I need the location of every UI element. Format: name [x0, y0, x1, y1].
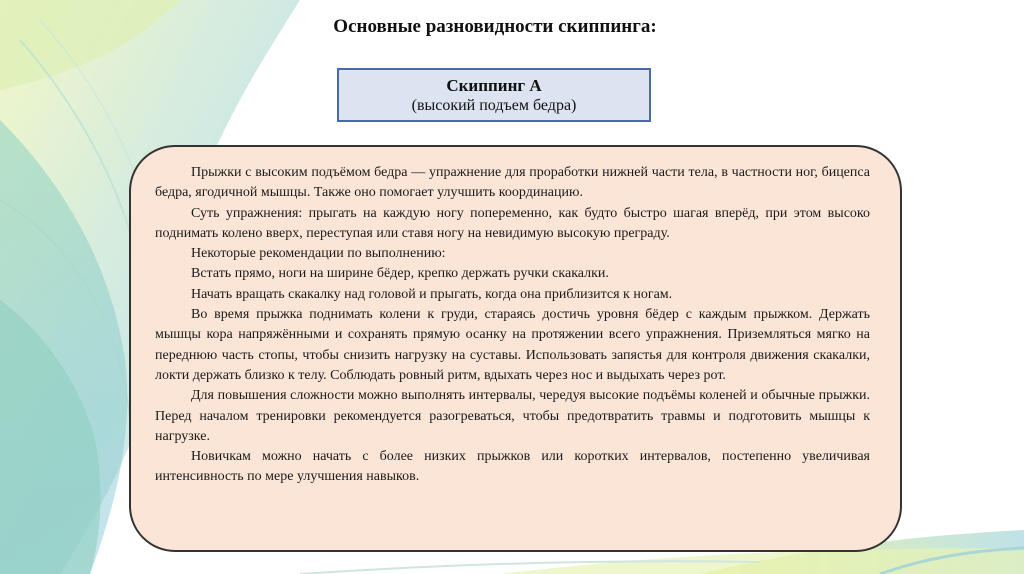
subtitle-description: (высокий подъем бедра): [411, 97, 577, 114]
page-title: Основные разновидности скиппинга:: [333, 16, 657, 37]
subtitle-box: [337, 68, 651, 122]
paragraph-stand: Встать прямо, ноги на ширине бёдер, крепко держать ручки скакалки.: [191, 266, 609, 282]
paragraph-intervals: Для повышения сложности можно выполнять интервалы, чередуя высокие подъёмы коленей и обычные прыжки. Перед началом тренировки рекомендуется разогреваться, чтобы предотвратить травмы и подготовить мышцы к нагрузке.: [155, 388, 870, 444]
content-text: [155, 163, 870, 488]
paragraph-intro: Прыжки с высоким подъёмом бедра — упражнение для проработки нижней части тела, в частности ног, бицепса бедра, ягодичной мышцы. Также оно помогает улучшить координацию.: [155, 165, 870, 201]
paragraph-recommendations-heading: Некоторые рекомендации по выполнению:: [191, 246, 446, 262]
paragraph-technique: Во время прыжка поднимать колени к груди, стараясь достичь уровня бёдер с каждым прыжком. Держать мышцы кора напряжёнными и сохранять прямую осанку на протяжении всего упражнения. Приземляться мягко на переднюю часть стопы, чтобы снизить нагрузку на суставы. Использовать запястья для контроля движения скакалки, локти держать близко к телу. Соблюдать ровный ритм, вдыхать через нос и выдыхать через рот.: [155, 307, 870, 383]
paragraph-essence: Суть упражнения: прыгать на каждую ногу попеременно, как будто быстро шагая вперёд, при этом высоко поднимать колено вверх, переступая или ставя ногу на невидимую высокую преграду.: [155, 205, 870, 241]
content-box: [129, 145, 902, 552]
subtitle-heading: Скиппинг А: [446, 76, 542, 95]
paragraph-start: Начать вращать скакалку над головой и прыгать, когда она приблизится к ногам.: [191, 286, 673, 302]
paragraph-beginners: Новичкам можно начать с более низких прыжков или коротких интервалов, постепенно увеличивая интенсивность по мере улучшения навыков.: [155, 449, 870, 485]
